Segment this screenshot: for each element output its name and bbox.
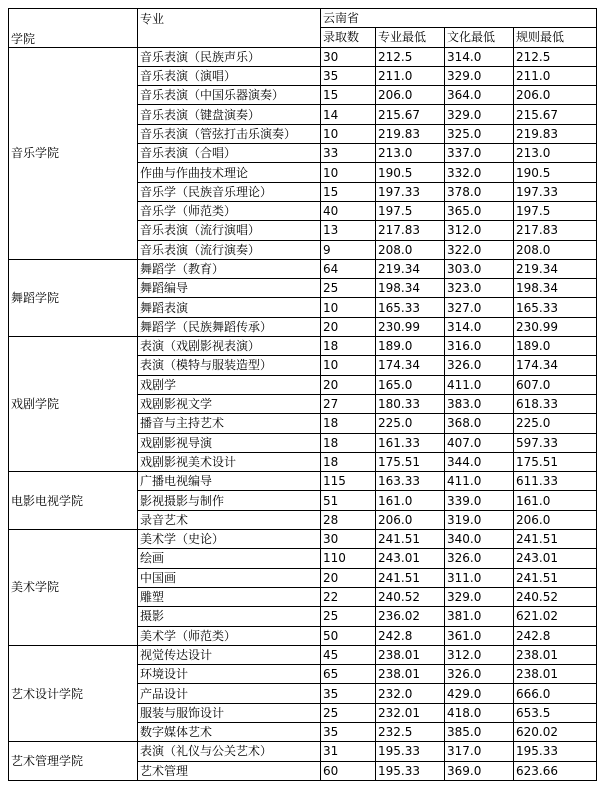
culture-min-cell: 329.0: [445, 587, 514, 606]
college-cell: 舞蹈学院: [9, 259, 138, 336]
major-cell: 戏剧影视文学: [138, 394, 321, 413]
major-cell: 中国画: [138, 568, 321, 587]
rule-min-cell: 161.0: [514, 491, 597, 510]
culture-min-cell: 418.0: [445, 703, 514, 722]
admitted-cell: 45: [321, 645, 376, 664]
rule-min-cell: 620.02: [514, 722, 597, 741]
major-min-cell: 241.51: [376, 568, 445, 587]
culture-min-cell: 411.0: [445, 375, 514, 394]
major-min-cell: 197.33: [376, 182, 445, 201]
culture-min-cell: 339.0: [445, 491, 514, 510]
table-row: [9, 645, 597, 664]
culture-min-cell: 316.0: [445, 337, 514, 356]
admitted-cell: 60: [321, 761, 376, 780]
admitted-cell: 20: [321, 375, 376, 394]
rule-min-cell: 597.33: [514, 433, 597, 452]
major-cell: 美术学（师范类）: [138, 626, 321, 645]
rule-min-cell: 219.34: [514, 259, 597, 278]
admitted-cell: 28: [321, 510, 376, 529]
major-min-cell: 232.01: [376, 703, 445, 722]
major-min-cell: 238.01: [376, 665, 445, 684]
major-cell: 视觉传达设计: [138, 645, 321, 664]
rule-min-cell: 208.0: [514, 240, 597, 259]
rule-min-cell: 241.51: [514, 568, 597, 587]
major-min-cell: 232.5: [376, 722, 445, 741]
major-header: 专业: [138, 9, 321, 48]
major-min-cell: 197.5: [376, 201, 445, 220]
admitted-cell: 110: [321, 549, 376, 568]
culture-min-cell: 311.0: [445, 568, 514, 587]
rule-min-cell: 240.52: [514, 587, 597, 606]
admitted-cell: 10: [321, 124, 376, 143]
admitted-cell: 115: [321, 472, 376, 491]
rule-min-cell: 215.67: [514, 105, 597, 124]
admitted-cell: 22: [321, 587, 376, 606]
admitted-cell: 15: [321, 182, 376, 201]
major-min-cell: 242.8: [376, 626, 445, 645]
major-cell: 绘画: [138, 549, 321, 568]
admitted-cell: 10: [321, 298, 376, 317]
major-cell: 作曲与作曲技术理论: [138, 163, 321, 182]
culture-min-cell: 326.0: [445, 549, 514, 568]
culture-min-cell: 340.0: [445, 530, 514, 549]
rule-min-cell: 238.01: [514, 665, 597, 684]
major-min-cell: 163.33: [376, 472, 445, 491]
major-cell: 舞蹈学（民族舞蹈传承）: [138, 317, 321, 336]
major-min-cell: 213.0: [376, 144, 445, 163]
major-cell: 音乐表演（中国乐器演奏）: [138, 86, 321, 105]
admitted-cell: 40: [321, 201, 376, 220]
rule-min-cell: 206.0: [514, 510, 597, 529]
culture-min-cell: 381.0: [445, 607, 514, 626]
admitted-cell: 35: [321, 722, 376, 741]
rule-min-cell: 175.51: [514, 452, 597, 471]
major-min-cell: 206.0: [376, 510, 445, 529]
culture-min-cell: 365.0: [445, 201, 514, 220]
culture-min-cell: 368.0: [445, 414, 514, 433]
major-cell: 舞蹈学（教育）: [138, 259, 321, 278]
major-min-cell: 217.83: [376, 221, 445, 240]
admitted-cell: 30: [321, 47, 376, 66]
culture-min-cell: 327.0: [445, 298, 514, 317]
rule-min-cell: 190.5: [514, 163, 597, 182]
admitted-cell: 25: [321, 607, 376, 626]
major-cell: 广播电视编导: [138, 472, 321, 491]
rule-min-cell: 653.5: [514, 703, 597, 722]
rule-min-cell: 242.8: [514, 626, 597, 645]
major-cell: 产品设计: [138, 684, 321, 703]
culture-min-cell: 378.0: [445, 182, 514, 201]
rule-min-cell: 189.0: [514, 337, 597, 356]
major-min-cell: 165.0: [376, 375, 445, 394]
major-cell: 环境设计: [138, 665, 321, 684]
major-min-cell: 241.51: [376, 530, 445, 549]
admitted-cell: 27: [321, 394, 376, 413]
admitted-cell: 18: [321, 433, 376, 452]
major-cell: 音乐表演（键盘演奏）: [138, 105, 321, 124]
culture-min-cell: 325.0: [445, 124, 514, 143]
college-header: 学院: [9, 9, 138, 48]
major-cell: 播音与主持艺术: [138, 414, 321, 433]
admitted-cell: 35: [321, 66, 376, 85]
major-cell: 音乐表演（流行演奏）: [138, 240, 321, 259]
rule-min-cell: 621.02: [514, 607, 597, 626]
rule-min-cell: 195.33: [514, 742, 597, 761]
culture-min-cell: 329.0: [445, 105, 514, 124]
college-cell: 音乐学院: [9, 47, 138, 259]
major-min-cell: 161.0: [376, 491, 445, 510]
major-min-cell: 161.33: [376, 433, 445, 452]
admitted-cell: 10: [321, 356, 376, 375]
major-cell: 服装与服饰设计: [138, 703, 321, 722]
culture-min-cell: 361.0: [445, 626, 514, 645]
admitted-cell: 31: [321, 742, 376, 761]
major-min-cell: 189.0: [376, 337, 445, 356]
major-cell: 音乐表演（演唱）: [138, 66, 321, 85]
major-min-cell: 208.0: [376, 240, 445, 259]
rule-min-cell: 198.34: [514, 279, 597, 298]
admitted-cell: 25: [321, 703, 376, 722]
table-body: [9, 9, 597, 781]
table-row: [9, 337, 597, 356]
college-cell: 艺术设计学院: [9, 645, 138, 741]
major-cell: 音乐表演（合唱）: [138, 144, 321, 163]
admitted-cell: 14: [321, 105, 376, 124]
major-cell: 表演（戏剧影视表演）: [138, 337, 321, 356]
rule-min-cell: 206.0: [514, 86, 597, 105]
rule-min-cell: 243.01: [514, 549, 597, 568]
major-cell: 舞蹈编导: [138, 279, 321, 298]
rule-min-cell: 225.0: [514, 414, 597, 433]
college-cell: 戏剧学院: [9, 337, 138, 472]
admitted-cell: 33: [321, 144, 376, 163]
culture-min-cell: 411.0: [445, 472, 514, 491]
table-row: [9, 47, 597, 66]
major-min-cell: 165.33: [376, 298, 445, 317]
major-min-cell: 175.51: [376, 452, 445, 471]
admitted-cell: 13: [321, 221, 376, 240]
rule-min-cell: 623.66: [514, 761, 597, 780]
rule-min-cell: 241.51: [514, 530, 597, 549]
culture-min-cell: 314.0: [445, 317, 514, 336]
major-cell: 音乐表演（管弦打击乐演奏）: [138, 124, 321, 143]
culture-min-cell: 314.0: [445, 47, 514, 66]
rule-min-cell: 217.83: [514, 221, 597, 240]
major-min-cell: 212.5: [376, 47, 445, 66]
major-min-cell: 238.01: [376, 645, 445, 664]
admitted-cell: 25: [321, 279, 376, 298]
major-cell: 影视摄影与制作: [138, 491, 321, 510]
admitted-cell: 15: [321, 86, 376, 105]
major-cell: 戏剧影视导演: [138, 433, 321, 452]
major-min-cell: 195.33: [376, 742, 445, 761]
major-cell: 音乐学（民族音乐理论）: [138, 182, 321, 201]
admitted-header: 录取数: [321, 28, 376, 47]
culture-min-cell: 312.0: [445, 221, 514, 240]
major-min-cell: 240.52: [376, 587, 445, 606]
rule-min-cell: 197.33: [514, 182, 597, 201]
major-cell: 音乐学（师范类）: [138, 201, 321, 220]
rule-min-cell: 618.33: [514, 394, 597, 413]
rule-min-cell: 197.5: [514, 201, 597, 220]
major-min-cell: 230.99: [376, 317, 445, 336]
major-cell: 表演（礼仪与公关艺术）: [138, 742, 321, 761]
culture-min-header: 文化最低: [445, 28, 514, 47]
admission-score-table: [8, 8, 597, 781]
admitted-cell: 30: [321, 530, 376, 549]
culture-min-cell: 312.0: [445, 645, 514, 664]
major-cell: 数字媒体艺术: [138, 722, 321, 741]
admitted-cell: 64: [321, 259, 376, 278]
college-cell: 艺术管理学院: [9, 742, 138, 781]
major-cell: 舞蹈表演: [138, 298, 321, 317]
admitted-cell: 51: [321, 491, 376, 510]
admitted-cell: 18: [321, 452, 376, 471]
culture-min-cell: 344.0: [445, 452, 514, 471]
rule-min-cell: 212.5: [514, 47, 597, 66]
header-row-1: [9, 9, 597, 28]
rule-min-cell: 219.83: [514, 124, 597, 143]
rule-min-cell: 607.0: [514, 375, 597, 394]
culture-min-cell: 364.0: [445, 86, 514, 105]
major-min-cell: 180.33: [376, 394, 445, 413]
table-row: [9, 742, 597, 761]
admitted-cell: 18: [321, 337, 376, 356]
admitted-cell: 20: [321, 568, 376, 587]
table-row: [9, 530, 597, 549]
major-cell: 雕塑: [138, 587, 321, 606]
major-cell: 音乐表演（民族声乐）: [138, 47, 321, 66]
rule-min-cell: 165.33: [514, 298, 597, 317]
admitted-cell: 9: [321, 240, 376, 259]
major-min-cell: 219.34: [376, 259, 445, 278]
admitted-cell: 10: [321, 163, 376, 182]
major-min-cell: 243.01: [376, 549, 445, 568]
major-min-cell: 206.0: [376, 86, 445, 105]
college-cell: 电影电视学院: [9, 472, 138, 530]
major-cell: 音乐表演（流行演唱）: [138, 221, 321, 240]
major-cell: 戏剧影视美术设计: [138, 452, 321, 471]
table-row: [9, 472, 597, 491]
admitted-cell: 20: [321, 317, 376, 336]
major-cell: 摄影: [138, 607, 321, 626]
culture-min-cell: 319.0: [445, 510, 514, 529]
culture-min-cell: 303.0: [445, 259, 514, 278]
culture-min-cell: 337.0: [445, 144, 514, 163]
major-min-cell: 190.5: [376, 163, 445, 182]
admitted-cell: 65: [321, 665, 376, 684]
major-min-header: 专业最低: [376, 28, 445, 47]
major-min-cell: 236.02: [376, 607, 445, 626]
culture-min-cell: 326.0: [445, 356, 514, 375]
province-header: 云南省: [321, 9, 597, 28]
culture-min-cell: 385.0: [445, 722, 514, 741]
culture-min-cell: 332.0: [445, 163, 514, 182]
admitted-cell: 18: [321, 414, 376, 433]
culture-min-cell: 317.0: [445, 742, 514, 761]
rule-min-cell: 213.0: [514, 144, 597, 163]
rule-min-cell: 230.99: [514, 317, 597, 336]
major-cell: 戏剧学: [138, 375, 321, 394]
rule-min-cell: 211.0: [514, 66, 597, 85]
admitted-cell: 35: [321, 684, 376, 703]
culture-min-cell: 329.0: [445, 66, 514, 85]
major-min-cell: 219.83: [376, 124, 445, 143]
admitted-cell: 50: [321, 626, 376, 645]
culture-min-cell: 383.0: [445, 394, 514, 413]
rule-min-cell: 238.01: [514, 645, 597, 664]
culture-min-cell: 322.0: [445, 240, 514, 259]
table-row: [9, 259, 597, 278]
culture-min-cell: 407.0: [445, 433, 514, 452]
culture-min-cell: 369.0: [445, 761, 514, 780]
major-cell: 美术学（史论）: [138, 530, 321, 549]
culture-min-cell: 326.0: [445, 665, 514, 684]
major-cell: 表演（模特与服装造型）: [138, 356, 321, 375]
major-min-cell: 174.34: [376, 356, 445, 375]
major-min-cell: 211.0: [376, 66, 445, 85]
culture-min-cell: 429.0: [445, 684, 514, 703]
culture-min-cell: 323.0: [445, 279, 514, 298]
rule-min-cell: 611.33: [514, 472, 597, 491]
major-min-cell: 232.0: [376, 684, 445, 703]
major-min-cell: 195.33: [376, 761, 445, 780]
rule-min-header: 规则最低: [514, 28, 597, 47]
major-min-cell: 198.34: [376, 279, 445, 298]
rule-min-cell: 666.0: [514, 684, 597, 703]
major-cell: 艺术管理: [138, 761, 321, 780]
major-min-cell: 215.67: [376, 105, 445, 124]
major-min-cell: 225.0: [376, 414, 445, 433]
rule-min-cell: 174.34: [514, 356, 597, 375]
college-cell: 美术学院: [9, 530, 138, 646]
major-cell: 录音艺术: [138, 510, 321, 529]
